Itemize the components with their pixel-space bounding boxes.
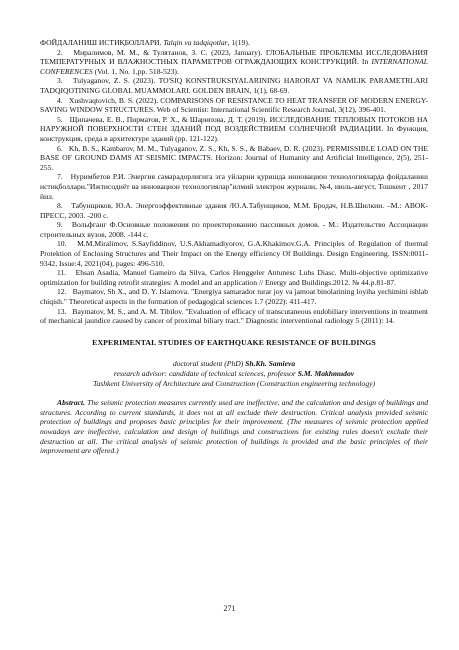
- reference-item: [40, 144, 428, 173]
- reference-source: Talqin va tadqiqotlar: [163, 38, 228, 47]
- reference-number: 3.: [57, 76, 63, 86]
- reference-item: [40, 96, 428, 115]
- reference-item: [40, 172, 428, 201]
- reference-text: Tulyaganov, Z. S. (2023). TO'SIQ KONSTRUKSIYALARINING HARORAT VA NAMLIK PARAMETRLARI TADQIQOTINING GLOBAL MUAMMOLARI. GOLDEN BRAIN, 1(1), 68-69.: [40, 76, 428, 95]
- advisor-name: S.M. Makhmudov: [297, 369, 355, 378]
- abstract: [40, 398, 428, 456]
- affiliation: Tashkent University of Architecture and Construction (Construction engineering technology): [92, 378, 376, 388]
- reference-text: Табунщиков, Ю.А. Энергоэффективные здания /Ю.А.Табунщиков, М.М. Бродач, Н.В.Шилкин. –М.: АВОК-ПРЕСС, 2003. -200 с.: [40, 201, 428, 220]
- reference-item: [40, 115, 428, 144]
- reference-number: 13.: [57, 306, 67, 316]
- reference-number: 5.: [57, 114, 63, 124]
- reference-text: Щипачева, Е. В., Пирматов, Р. Х., & Шарипова, Д. Т. (2019). ИССЛЕДОВАНИЕ ТЕПЛОВЫХ ПОТОКОВ НА НАРУЖНОЙ ПОВЕРХНОСТИ СТЕН ЗДАНИЙ ПОД ВОЗДЕЙСТВИЕМ СОЛНЕЧНОЙ РАДИАЦИИ. In Функция, конструкция, среда в архитектуре зданий (pp. 121-122).: [40, 114, 428, 143]
- reference-number: 6.: [57, 143, 63, 153]
- reference-text: Baymatov, Sh X., and D. Y. Islamova. "Energiya samarador turar joy va jamoat binolarining loyiha yechimini ishlab chiqish." Theoretical aspects in the formation of pedagogical sciences 1.7 (2022): 411-417.: [40, 287, 429, 307]
- reference-item: [40, 201, 428, 220]
- reference-item: [40, 220, 428, 239]
- reference-text: Миралимов, М. М., & Тулятанов, З. С. (2023, January). ГЛОБАЛЬНЫЕ ПРОБЛЕМЫ ИССЛЕДОВАНИЯ ТЕМПЕРАТУРНЫХ И ВЛАЖНОСТНЫХ ПАРАМЕТРОВ ОГРАЖДАЮЩИХ КОНСТРУКЦИЙ. In: [40, 47, 428, 67]
- reference-number: 2.: [57, 47, 63, 57]
- author-name: Sh.Kh. Samieva: [245, 359, 296, 369]
- reference-text: Baymatov, M. S., and A. M. Tibilov. "Evaluation of efficacy of transcutaneous endobiliary interventions in treatment of mechanical jaundice caused by cancer of proximal biliary tract." Diagnostic interventional radiology 5 (2011): 14.: [40, 306, 428, 326]
- reference-text: Вольфганг Ф.Основные положения по проектированию пассивных домов. - М.: Издательство Ассоциации строительных вузов, 2008. -144 с.: [40, 220, 428, 239]
- abstract-label: Abstract.: [57, 398, 86, 408]
- advisor-role: research advisor: candidate of technical sciences, professor: [113, 369, 298, 378]
- reference-text: Xushvaqtovich, B. S. (2022). COMPARISONS OF RESISTANCE TO HEAT TRANSFER OF MODERN ENERGY-SAVING WINDOW STRUCTURES. Web of Scientist: International Scientific Research Journal, 3(12), 396-401.: [40, 95, 429, 115]
- reference-source: INTERNATIONAL CONFERENCES: [40, 57, 428, 76]
- reference-number: 10.: [57, 239, 67, 249]
- reference-number: 11.: [57, 268, 67, 278]
- reference-text: Kh, B. S., Kambarov, M. M., Tulyaganov, Z. S., Kh, S. S., & Babaev, D. R. (2023). PERMISSIBLE LOAD ON THE BASE OF GROUND DAMS AT SEISMIC IMPACTS. Horizon: Journal of Humanity and Artificial Intelligence, 2(5), 251-255.: [40, 143, 428, 172]
- reference-text: ФОЙДАЛАНИШ ИСТИҚБОЛЛАРИ.: [40, 38, 164, 47]
- reference-item: [40, 76, 428, 95]
- reference-number: 8.: [57, 201, 63, 211]
- reference-item: [40, 239, 428, 268]
- reference-item: [40, 287, 428, 306]
- reference-item: [40, 38, 428, 48]
- document-page: [40, 38, 428, 463]
- abstract-text: The seismic protection measures currently used are ineffective, and the calculation and design of buildings and structures. According to current standards, it does not at all exclude their destruction. Critical analysis provided seismic protection of buildings and proposes basic principles for their improvement. (The measures of seismic protection applied nowadays are ineffective, calculation and design of buildings and constructions for existing rules doesn't exclude their destruction at all. The critical analysis of seismic protection of buildings is provided and the basic principles of their improvement are offered.): [40, 398, 428, 456]
- reference-number: 12.: [57, 287, 67, 297]
- reference-text: Ehsan Asadia, Manuel Gameiro da Silva, Carlos Henggeler Antunesc Luhs Diasc. Multi-objective optimizative optimization for building retrofit strategies: A model and an application // Energy and Buildings.2012. № 44.p.81-87.: [40, 268, 428, 287]
- reference-details: (Vol. 1, No. 1,pp. 518-523).: [92, 66, 179, 76]
- reference-item: [40, 268, 428, 287]
- reference-details: , 1(19).: [227, 38, 250, 47]
- advisor-line: [40, 369, 428, 379]
- reference-text: M.M.Miralimov, S.Sayfiddinov, U.S.Akhamadiyorov, G.A.Khakimov.G.A. Principles of Regulation of thermal Protektion of Enclosing Structures and Their Impact on the Energy efficiency Of Buildings. Design Engineering. ISSN:0011-9342, Issue:4, 2021(04), pages: 496-510.: [40, 239, 428, 268]
- article-title: EXPERIMENTAL STUDIES OF EARTHQUAKE RESISTANCE OF BUILDINGS: [92, 337, 376, 347]
- reference-item: [40, 48, 428, 77]
- page-number: 271: [223, 604, 236, 613]
- author-line: [40, 359, 428, 369]
- reference-number: 9.: [57, 220, 63, 230]
- reference-text: Нуримбетов Р.И. Энергия самарадорлигига эга уйларни қуришда инновацион технологияларда фойдаланиш истиқболлари."Ижтисодиёт ва инновацион технологиялар"илмий электрон журнали, №4, июль-август, Тошкент , 2017 йил.: [40, 172, 428, 201]
- author-role: doctoral student (PhD): [172, 359, 246, 369]
- author-block: [40, 359, 428, 388]
- reference-list: [40, 38, 428, 326]
- reference-item: [40, 307, 428, 326]
- reference-number: 7.: [57, 172, 63, 182]
- reference-number: 4.: [57, 95, 63, 105]
